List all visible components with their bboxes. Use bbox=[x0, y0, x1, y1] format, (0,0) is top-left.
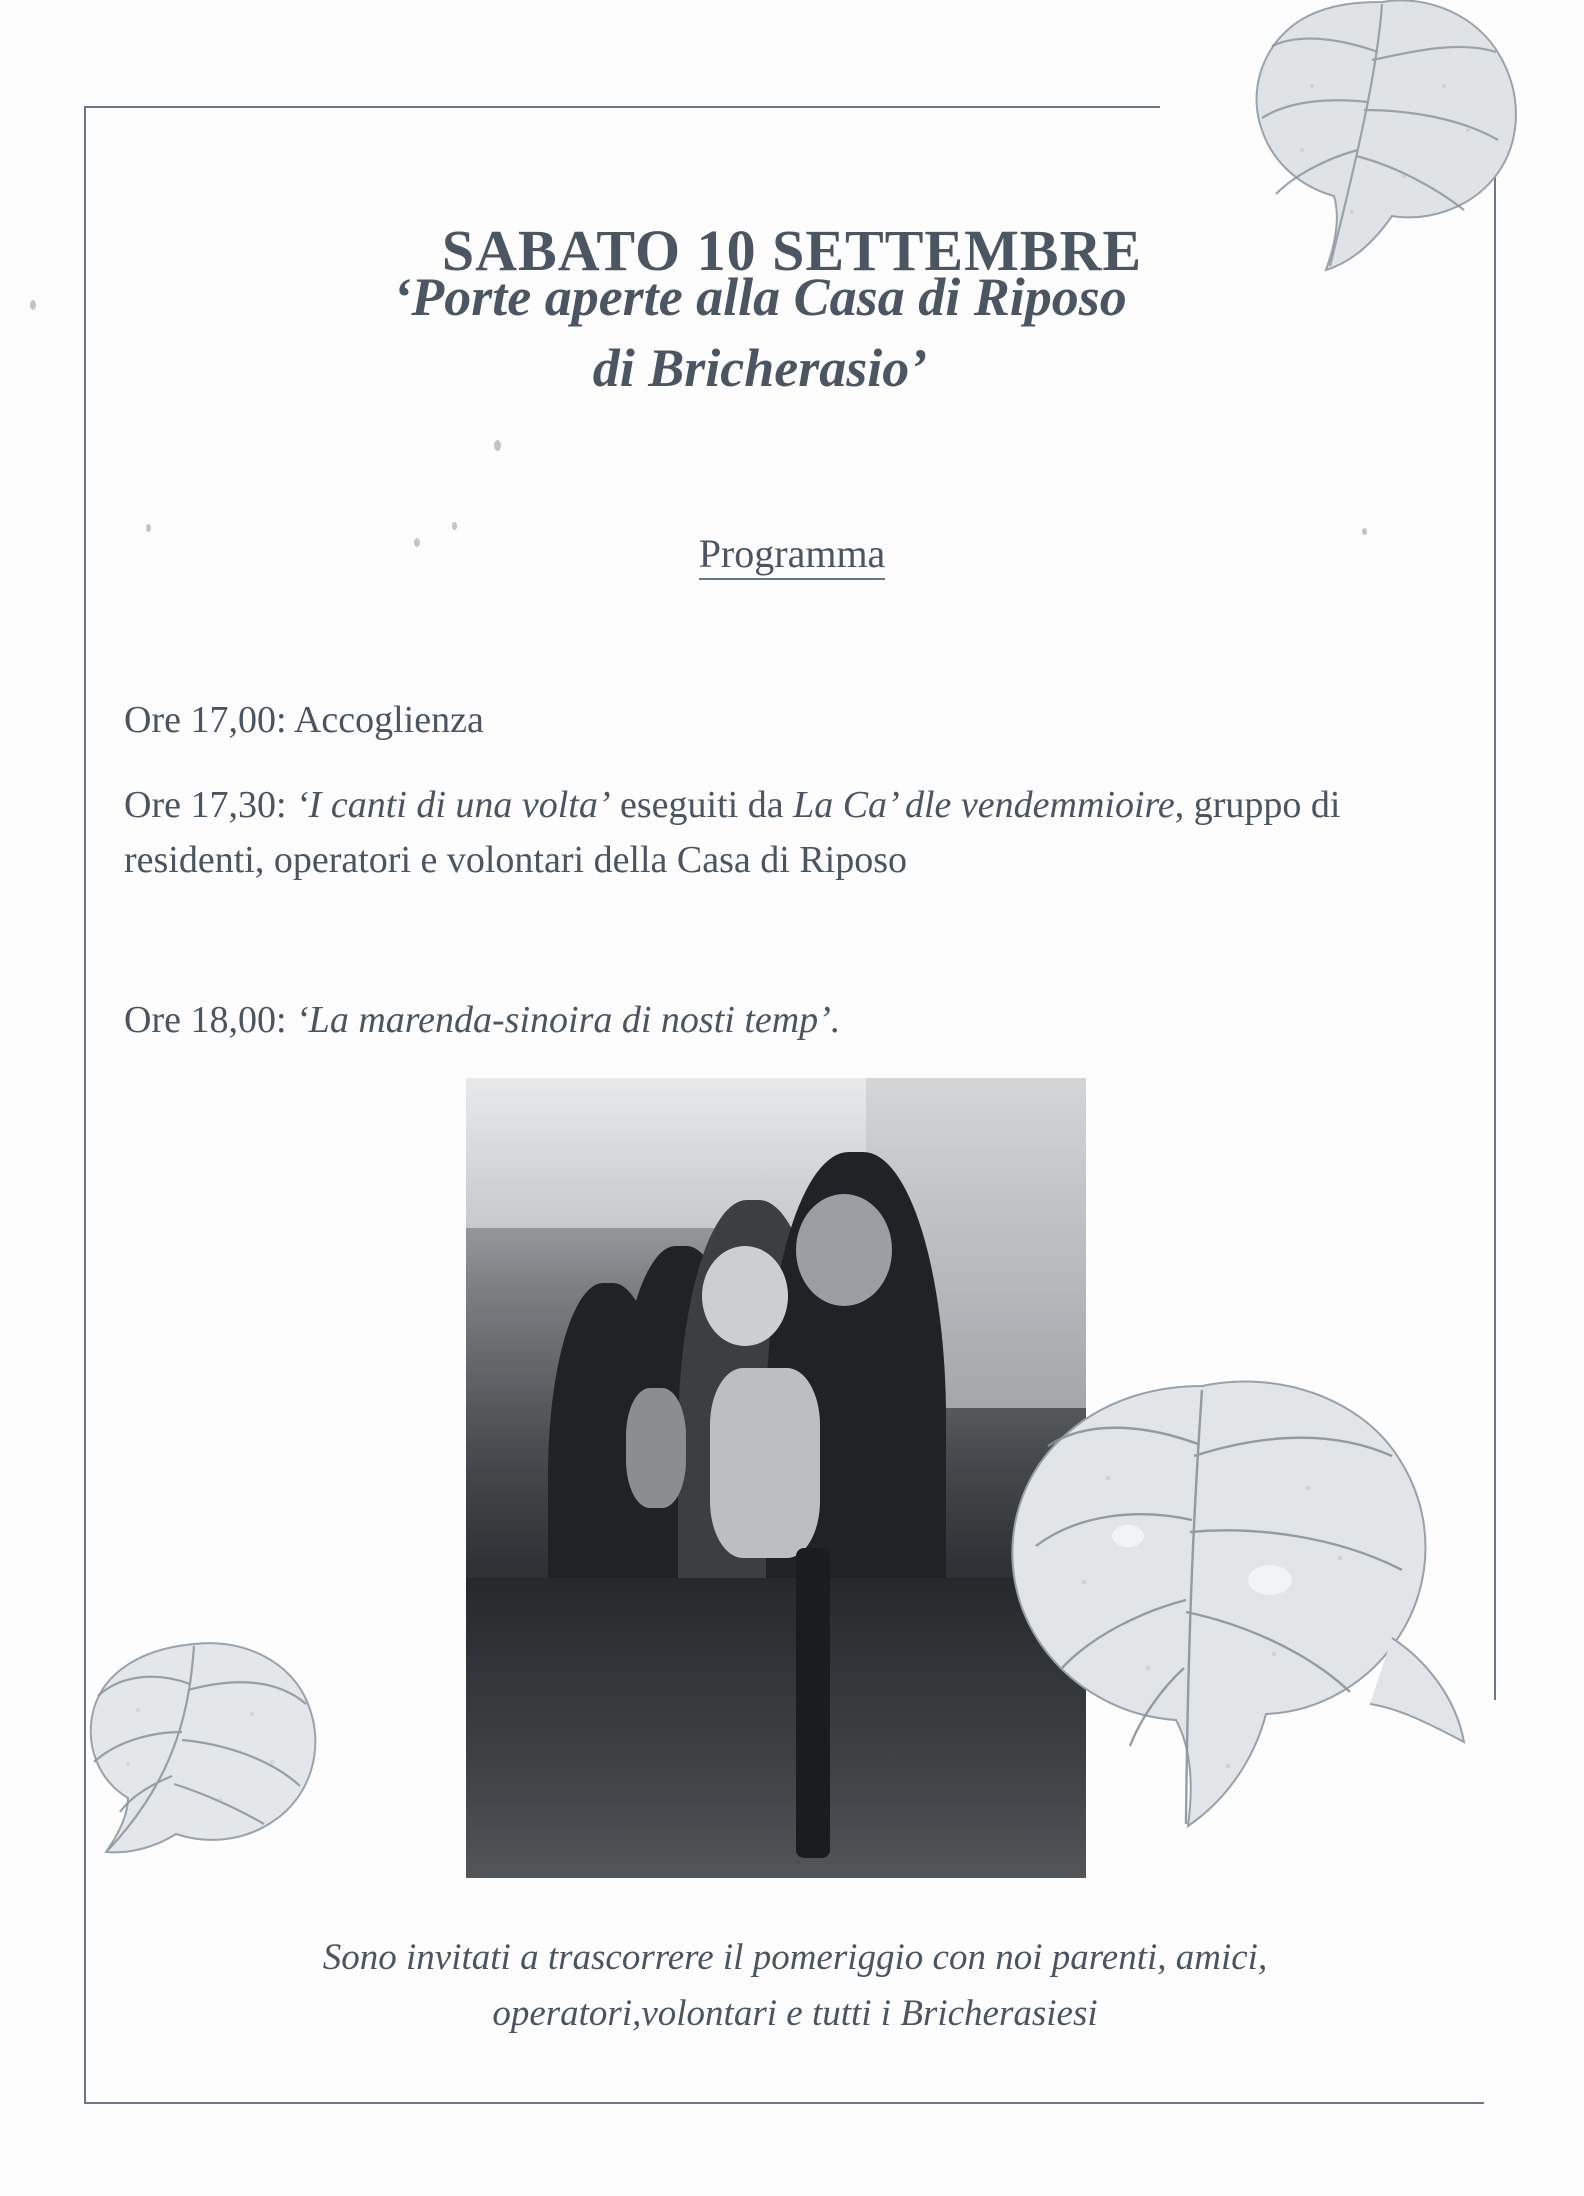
program-item-1-time: Ore 17,00: bbox=[124, 699, 287, 741]
program-item-3-time: Ore 18,00: bbox=[124, 999, 287, 1041]
scan-speck bbox=[494, 440, 501, 451]
program-heading-label: Programma bbox=[699, 531, 886, 580]
photo-highlight bbox=[702, 1246, 788, 1346]
footer-line-2: operatori,volontari e tutti i Bricherasiesi bbox=[492, 1992, 1098, 2034]
subtitle-line-1: ‘Porte aperte alla Casa di Riposo bbox=[393, 267, 1127, 327]
footer-line-1: Sono invitati a trascorrere il pomeriggio con noi parenti, amici, bbox=[322, 1937, 1268, 1978]
program-item-2-plain-2: , gruppo di residenti, operatori e volontari della Casa di Riposo bbox=[124, 784, 1341, 882]
program-item-1 bbox=[124, 693, 1424, 748]
subtitle-line-2: di Bricherasio’ bbox=[592, 338, 928, 399]
program-item-2 bbox=[124, 778, 1434, 888]
program-item-3 bbox=[124, 993, 1424, 1048]
scan-speck bbox=[30, 300, 36, 310]
photo-highlight bbox=[796, 1194, 892, 1306]
program-item-3-italic-1: ‘La marenda-sinoira di nosti temp’. bbox=[286, 999, 841, 1041]
program-item-2-italic-2: La Ca’ dle vendemmioire bbox=[793, 784, 1175, 826]
event-photo bbox=[466, 1078, 1086, 1878]
photo-highlight bbox=[626, 1388, 686, 1508]
program-item-2-plain-1: eseguiti da bbox=[610, 784, 794, 826]
border-fade-top bbox=[1160, 96, 1500, 122]
photo-post bbox=[796, 1548, 830, 1858]
program-heading bbox=[0, 530, 1584, 577]
photo-ground bbox=[466, 1578, 1086, 1878]
program-item-2-italic-1: ‘I canti di una volta’ bbox=[286, 784, 611, 826]
page-subtitle bbox=[150, 262, 1370, 405]
scan-speck bbox=[452, 522, 457, 530]
photo-highlight bbox=[710, 1368, 820, 1558]
footer-note bbox=[110, 1930, 1480, 2041]
program-item-1-text: Accoglienza bbox=[286, 699, 484, 741]
program-item-2-time: Ore 17,30: bbox=[124, 784, 287, 826]
page-title: SABATO 10 SETTEMBRE bbox=[441, 217, 1143, 283]
border-fade-right bbox=[1484, 1700, 1508, 2104]
